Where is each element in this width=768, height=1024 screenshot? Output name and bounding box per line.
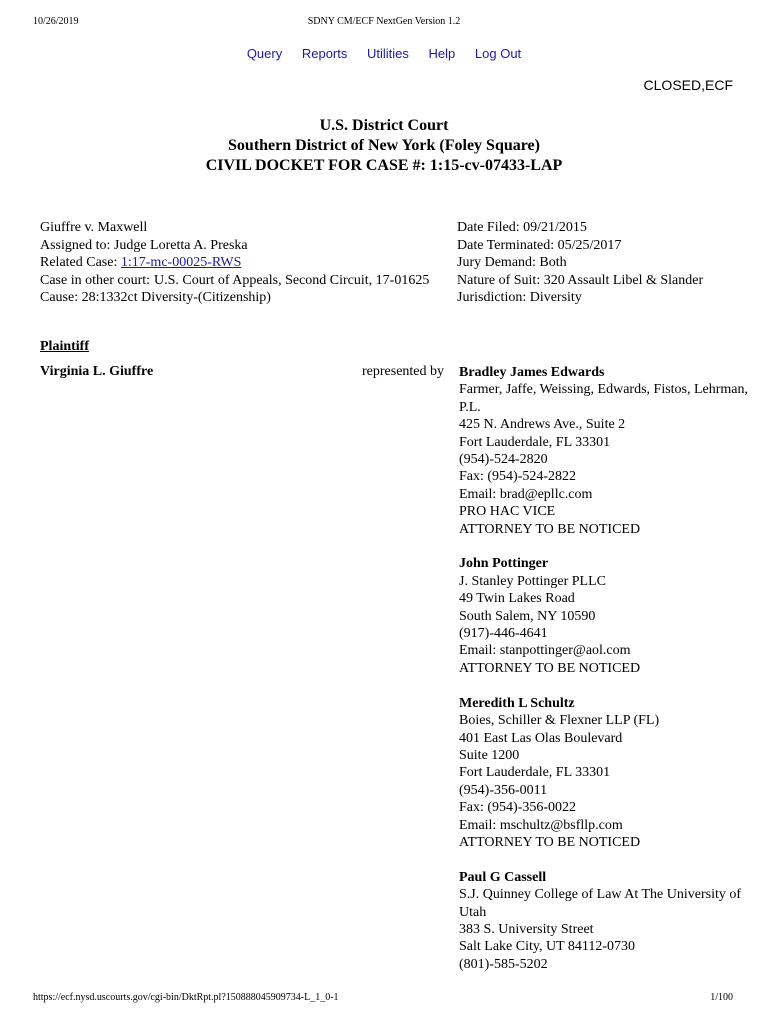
date-filed: Date Filed: 09/21/2015 — [457, 220, 587, 235]
nav-query[interactable]: Query — [246, 46, 283, 61]
attorney-line: ATTORNEY TO BE NOTICED — [459, 521, 641, 537]
attorney-name: John Pottinger — [459, 556, 549, 572]
nav-utilities[interactable]: Utilities — [367, 46, 409, 61]
case-caption: Giuffre v. Maxwell — [40, 220, 148, 235]
attorney-line: PRO HAC VICE — [459, 504, 556, 520]
attorney-line: Fax: (954)-356-0022 — [459, 800, 577, 816]
attorney-line: 425 N. Andrews Ave., Suite 2 — [459, 417, 626, 433]
other-court-value: U.S. Court of Appeals, Second Circuit, 17-01625 — [154, 272, 430, 288]
case-info-left — [40, 219, 430, 307]
footer-page-number: 1/100 — [710, 992, 733, 1003]
nav-help[interactable]: Help — [428, 46, 456, 61]
related-case — [40, 254, 430, 272]
court-header — [0, 116, 768, 176]
attorney-line: Fort Lauderdale, FL 33301 — [459, 434, 611, 450]
attorney-name: Meredith L Schultz — [459, 695, 575, 711]
other-court — [40, 272, 430, 290]
nav-logout[interactable]: Log Out — [474, 46, 522, 61]
attorney-line: Boies, Schiller & Flexner LLP (FL) — [459, 713, 660, 729]
jurisdiction: Jurisdiction: Diversity — [457, 290, 582, 305]
attorney-line: (917)-446-4641 — [459, 626, 548, 642]
attorney-line: Email: brad@epllc.com — [459, 486, 593, 502]
attorney-line: Email: mschultz@bsfllp.com — [459, 817, 623, 833]
related-case-link[interactable]: 1:17-mc-00025-RWS — [120, 255, 242, 270]
print-title: SDNY CM/ECF NextGen Version 1.2 — [307, 16, 461, 27]
attorney-line: (954)-524-2820 — [459, 452, 548, 468]
attorney-line: Salt Lake City, UT 84112-0730 — [459, 939, 636, 955]
footer-url: https://ecf.nysd.uscourts.gov/cgi-bin/DktRpt.pl?150888045909734-L_1_0-1 — [33, 992, 339, 1003]
other-court-label: Case in other court: — [40, 272, 151, 288]
attorney-line: South Salem, NY 10590 — [459, 608, 596, 624]
attorney-line: Farmer, Jaffe, Weissing, Edwards, Fistos, Lehrman, P.L. — [459, 382, 749, 415]
attorney-line: 401 East Las Olas Boulevard — [459, 730, 623, 746]
court-district: Southern District of New York (Foley Square) — [228, 137, 540, 154]
attorney-line: J. Stanley Pottinger PLLC — [459, 573, 606, 589]
attorney-line: 383 S. University Street — [459, 921, 594, 937]
attorney-list — [459, 364, 749, 991]
attorney-line: 49 Twin Lakes Road — [459, 591, 575, 607]
jury-demand: Jury Demand: Both — [457, 255, 567, 270]
attorney-line: S.J. Quinney College of Law At The University of Utah — [459, 887, 742, 920]
date-terminated: Date Terminated: 05/25/2017 — [457, 237, 622, 253]
case-status: CLOSED,ECF — [643, 77, 733, 93]
represented-by-label: represented by — [362, 364, 445, 379]
attorney-block — [459, 695, 749, 852]
nav-bar — [0, 46, 768, 61]
attorney-block — [459, 364, 749, 538]
docket-title: CIVIL DOCKET FOR CASE #: 1:15-cv-07433-LAP — [205, 157, 563, 174]
nature-of-suit: Nature of Suit: 320 Assault Libel & Slander — [457, 272, 704, 288]
nav-reports[interactable]: Reports — [301, 46, 348, 61]
related-case-label: Related Case: — [40, 255, 118, 270]
court-name: U.S. District Court — [319, 117, 449, 134]
plaintiff-heading: Plaintiff — [40, 339, 89, 354]
attorney-block — [459, 555, 749, 677]
case-info-right — [457, 219, 757, 307]
print-date: 10/26/2019 — [33, 16, 79, 27]
attorney-line: ATTORNEY TO BE NOTICED — [459, 834, 641, 850]
attorney-block — [459, 869, 749, 973]
attorney-name: Paul G Cassell — [459, 869, 547, 885]
attorney-line: ATTORNEY TO BE NOTICED — [459, 660, 641, 676]
attorney-line: Suite 1200 — [459, 747, 520, 763]
assigned-judge: Assigned to: Judge Loretta A. Preska — [40, 237, 248, 253]
attorney-line: (801)-585-5202 — [459, 956, 548, 972]
attorney-line: Fax: (954)-524-2822 — [459, 469, 577, 485]
attorney-line: Email: stanpottinger@aol.com — [459, 643, 631, 659]
case-cause: Cause: 28:1332ct Diversity-(Citizenship) — [40, 290, 271, 305]
attorney-line: (954)-356-0011 — [459, 782, 548, 798]
attorney-name: Bradley James Edwards — [459, 365, 605, 380]
attorney-line: Fort Lauderdale, FL 33301 — [459, 765, 611, 781]
plaintiff-name: Virginia L. Giuffre — [40, 364, 154, 379]
